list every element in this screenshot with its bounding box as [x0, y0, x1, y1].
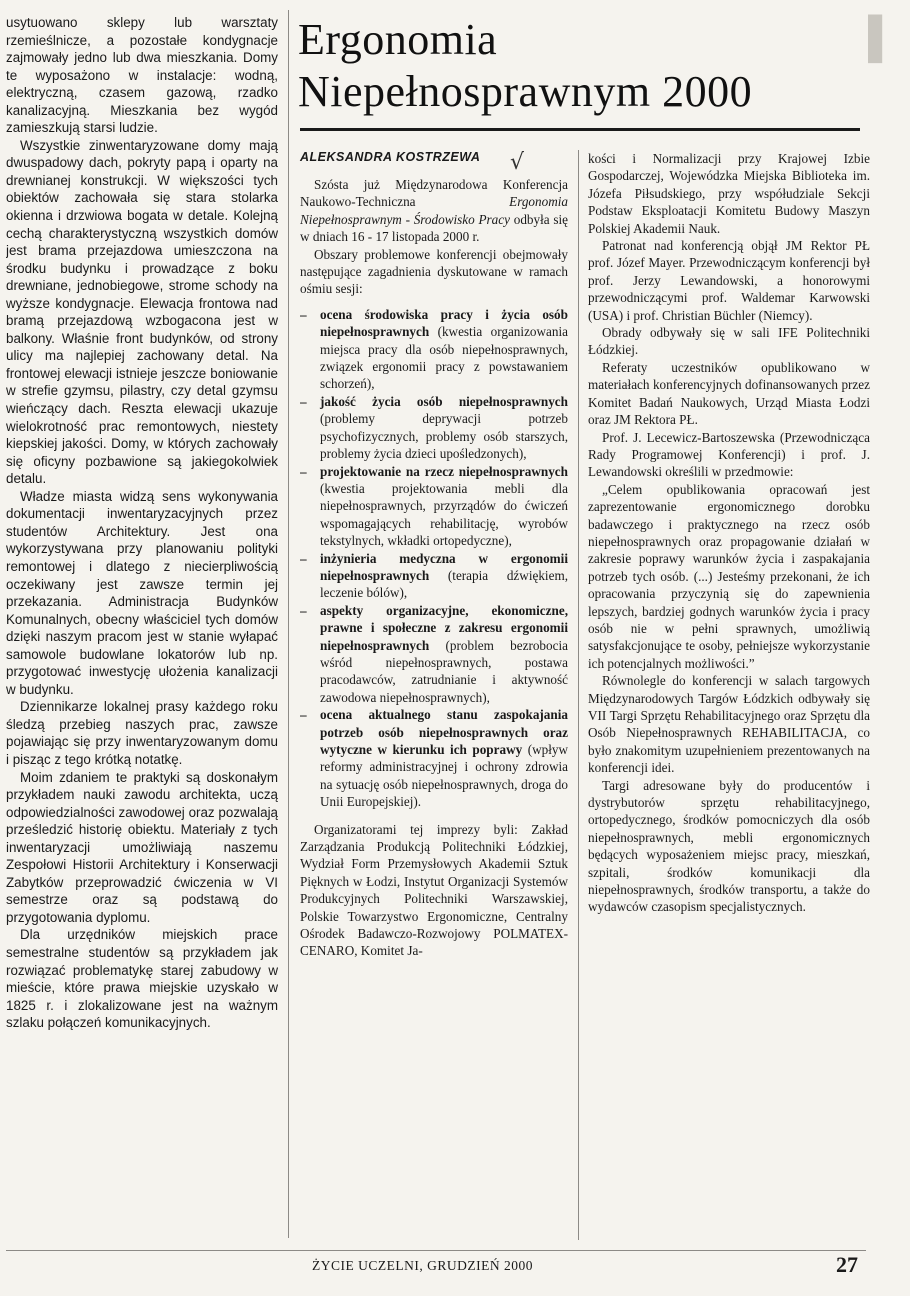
intro-paragraph: Szósta już Międzynarodowa Konferencja Naukowo-Techniczna Ergonomia Niepełnosprawnym - Środowisko Pracy odbyła się w dniach 16 - 17 listopada 2000 r. [300, 177, 568, 245]
left-paragraph: Moim zdaniem te praktyki są doskonałym przykładem nauki zawodu architekta, uczą odpowiedzialności zawodowej oraz pozwalają prześledzić historię obiektu. Materiały z tych inwentaryzacji umożliwiają naszemu Zespołowi Historii Architektury i Konserwacji Zabytków przeprowadzić ćwiczenia w VI semestrze oraz są podstawą do przygotowania dyplomu. [6, 769, 278, 925]
title-rule [300, 128, 860, 131]
topic-list [300, 306, 568, 811]
topic-item: – aspekty organizacyjne, ekonomiczne, prawne i społeczne z zakresu ergonomii niepełnosprawnych (problem bezrobocia wśród niepełnosprawnych, postawa pracodawców, zatrudnianie i aktywność zawodowa niepełnosprawnych), [300, 602, 568, 706]
right-paragraph: Obrady odbywały się w sali IFE Politechniki Łódzkiej. [588, 325, 870, 358]
article-title [298, 14, 858, 118]
column-divider [288, 10, 289, 1238]
title-line: Niepełnosprawnym 2000 [298, 67, 753, 116]
right-paragraph: Patronat nad konferencją objął JM Rektor PŁ prof. Józef Mayer. Przewodniczącym konferencji był prof. Jerzy Lewandowski, a honorowymi przewodniczącymi prof. Waldemar Karwowski (USA) i prof. Christian Büchler (Niemcy). [588, 238, 870, 323]
right-paragraph: kości i Normalizacji przy Krajowej Izbie Gospodarczej, Wojewódzka Miejska Biblioteka im. Józefa Piłsudskiego, przy współudziale Sekcji Podstaw Eksploatacji Komitetu Budowy Maszyn Polskiej Akademii Nauk. [588, 151, 870, 236]
topic-item: – projektowanie na rzecz niepełnosprawnych (kwestia projektowania mebli dla niepełnosprawnych, przyrządów do ćwiczeń wspomagających rehabilitację, wyrobów tekstylnych, wkładki ortopedyczne), [300, 463, 568, 550]
conference-title: Ergonomia Niepełnosprawnym - Środowisko Pracy [300, 194, 568, 227]
adjacent-page-bleed: ▌ [868, 15, 897, 60]
left-paragraph: Dla urzędników miejskich prace semestralne studentów są przykładem jak rozwiązać problematykę starej zabudowy w mieście, które prawa miejskie uzyskało w 1825 r. i zlokalizowane jest na ważnym szlaku połączeń komunikacyjnych. [6, 927, 278, 1031]
topic-item: – ocena aktualnego stanu zaspokajania potrzeb osób niepełnosprawnych oraz wytyczne w kierunku ich poprawy (wpływ reformy administracyjnej i ochrony zdrowia na sytuację osób niepełnosprawnych, droga do Unii Europejskiej). [300, 706, 568, 810]
sessions-intro: Obszary problemowe konferencji obejmowały następujące zagadnienia dyskutowane w ramach ośmiu sesji: [300, 246, 568, 297]
title-line: Ergonomia [298, 15, 498, 64]
handwritten-checkmark: √ [510, 150, 525, 175]
right-paragraph: Prof. J. Lecewicz-Bartoszewska (Przewodnicząca Rady Programowej Konferencji) i prof. J. Lewandowski określili w przedmowie: [588, 429, 870, 480]
topic-item: – inżynieria medyczna w ergonomii niepełnosprawnych (terapia dźwiękiem, leczenie bólów), [300, 550, 568, 602]
page-number: 27 [836, 1252, 858, 1277]
right-paragraph: Referaty uczestników opublikowano w materiałach konferencyjnych dofinansowanych przez Komitet Badań Naukowych, Urząd Miasta Łodzi oraz JM Rektora PŁ. [588, 359, 870, 428]
footer-rule [6, 1250, 866, 1251]
left-paragraph: Wszystkie zinwentaryzowane domy mają dwuspadowy dach, pokryty papą i oparty na drewnianej konstrukcji. W większości tych obiektów zachowała się stara stolarka okienna i drzwiowa bogata w detale. Kolejną cechą charakterystyczną wszystkich domów jest brama przejazdowa umieszczona na środku budynku i prowadzące z boku drewniane, jednobiegowe, strome schody na wyższe kondygnacje. Elewacja frontowa nad bramą przejazdową wzbogacona jest w balkony. Właśnie front budynków, od strony ulicy ma najlepiej zachowany detal. Na frontowej elewacji istnieje jeszcze boniowanie w strefie gzymsu, pilastry, czy detal gzymsu wieńczący dach. Reszta elewacji ukazuje wielokrotność prac remontowych, niestety kiepskiej jakości. Domy, w których zachowały się oficyny pozbawione są jakiegokolwiek detalu. [6, 137, 278, 487]
right-paragraph: Równolegle do konferencji w salach targowych Międzynarodowych Targów Łódzkich odbywały się VII Targi Sprzętu Rehabilitacyjnego oraz Sprzętu dla Osób Niepełnosprawnych REHABILITACJA, co było znakomitym uzupełnieniem prezentowanych na konferencji idei. [588, 673, 870, 776]
left-paragraph: Władze miasta widzą sens wykonywania dokumentacji inwentaryzacyjnych przez studentów Architektury. Jest ona wykorzystywana przy planowaniu polityki remontowej i dlatego z niecierpliwością oczekiwany jest zawsze termin jej przekazania. Administracja Budynków Komunalnych, obecny właściciel tych domów dzięki naszym pracom jest w stanie wyłapać samowole budowlane lokatorów lub np. przygotować inwestycję ułożenia kanalizacji w budynku. [6, 488, 278, 697]
column-divider [578, 150, 579, 1240]
magazine-issue: ŻYCIE UCZELNI, GRUDZIEŃ 2000 [312, 1258, 533, 1273]
topic-item: – jakość życia osób niepełnosprawnych (problemy deprywacji potrzeb psychofizycznych, problemy osób starszych, problemy życia dzieci upośledzonych), [300, 393, 568, 463]
left-paragraph: Dziennikarze lokalnej prasy każdego roku śledzą przebieg naszych prac, zawsze pojawiając się przy inwentaryzowanym domu i pisząc z tego krótką notatkę. [6, 699, 278, 767]
organizers-paragraph: Organizatorami tej imprezy byli: Zakład Zarządzania Produkcją Politechniki Łódzkiej, Wydział Form Przemysłowych Akademii Sztuk Pięknych w Łodzi, Instytut Organizacji Systemów Produkcyjnych Politechniki Warszawskiej, Polskie Towarzystwo Ergonomiczne, Centralny Ośrodek Badawczo-Rozwojowy POLMATEX-CENARO, Komitet Ja- [300, 821, 568, 959]
topic-item: – ocena środowiska pracy i życia osób niepełnosprawnych (kwestia organizowania miejsca pracy dla osób niepełnosprawnych, związek ergonomii pracy z powstawaniem schorzeń), [300, 306, 568, 393]
left-column [6, 14, 278, 1032]
right-column [588, 150, 870, 916]
left-paragraph: usytuowano sklepy lub warsztaty rzemieślnicze, a pozostałe kondygnacje zajmowały jedno lub dwa mieszkania. Domy te wyposażono w instalacje: wodną, elektryczną, czasem gazową, rzadko kanalizacyjną. Mieszkania bez wygód zamieszkują starsi ludzie. [6, 15, 278, 136]
author-byline: ALEKSANDRA KOSTRZEWA [300, 150, 481, 164]
middle-column [300, 150, 568, 960]
quote-paragraph: „Celem opublikowania opracowań jest zaprezentowanie ergonomicznego dorobku badawczego i praktycznego na rzecz osób niepełnosprawnych oraz propagowanie działań w zakresie poprawy warunków życia i zaspakajania potrzeb tych osób. (...) Jesteśmy przekonani, że ich opracowania przyczynią się do zapewnienia lepszych, bardziej godnych warunków życia i pracy osób nie w pełni sprawnych, umożliwią satysfakcjonujące te osoby, pełniejsze wykorzystanie ich potencjalnych możliwości.” [588, 481, 870, 671]
right-paragraph: Targi adresowane były do producentów i dystrybutorów sprzętu rehabilitacyjnego, ortopedycznego, środków pomocniczych dla osób niepełnosprawnych, mebli ergonomicznych będących wyposażeniem miejsc pracy, mieszkań, szpitali, środków komunikacji dla niepełnosprawnych, środków transportu, a także do wydawców czasopism specjalistycznych. [588, 777, 870, 915]
